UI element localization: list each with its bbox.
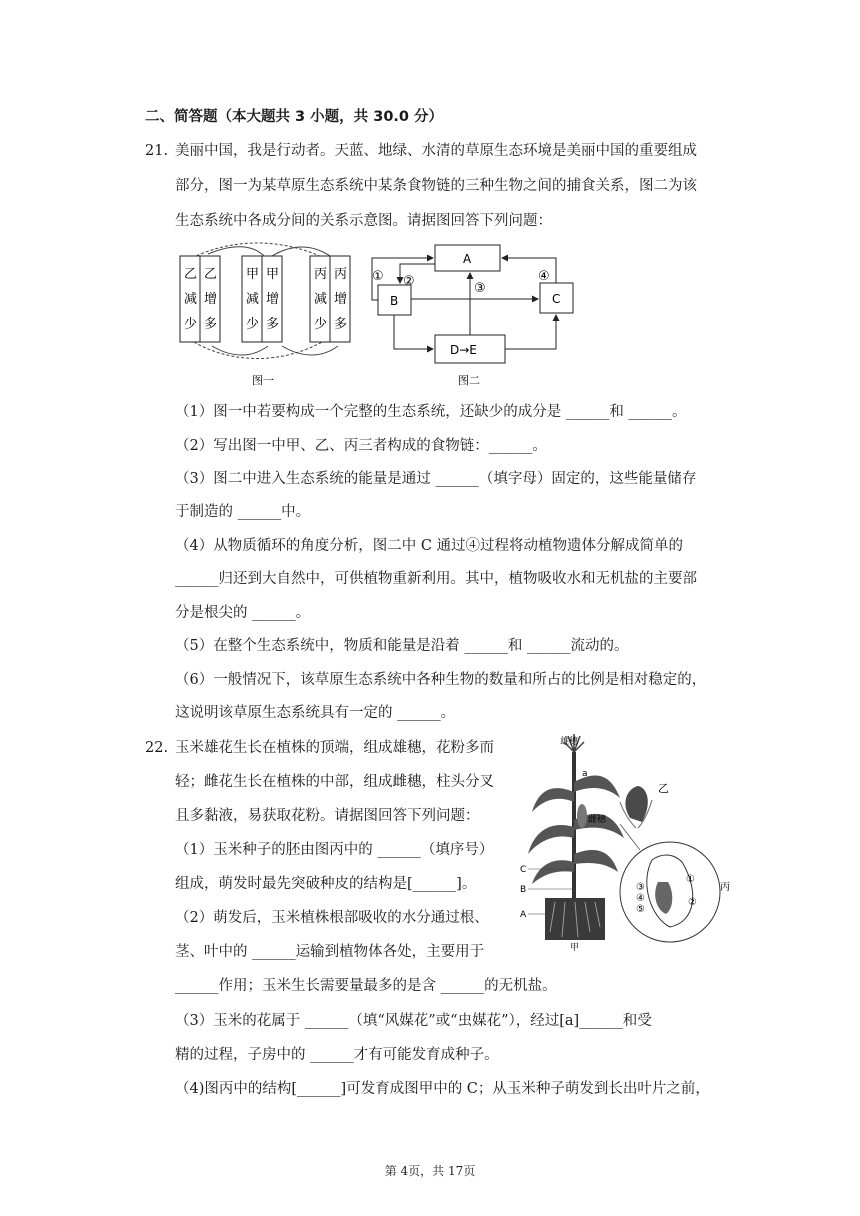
q21-number: 21. <box>145 143 169 159</box>
q22-part-3-line-1: （3）玉米的花属于 ______（填“风媒花”或“虫媒花”），经过[a]______和受 <box>175 1013 652 1029</box>
label-A: A <box>520 910 527 920</box>
label-xiongsui: 雄穗 <box>560 737 579 747</box>
q21-part-6-line-1: （6）一般情况下，该草原生态系统中各种生物的数量和所占的比例是相对稳定的， <box>175 672 707 688</box>
q22-part-2-line-1: （2）萌发后，玉米植株根部吸收的水分通过根、 <box>175 910 489 926</box>
card-char: 多 <box>334 317 348 332</box>
node-DE: D→E <box>450 343 477 357</box>
dashed-arc-bottom <box>194 342 322 359</box>
q21-part-6-line-2: 这说明该草原生态系统具有一定的 ______。 <box>175 705 456 721</box>
label-cisui: 雌穗 <box>588 815 607 825</box>
ear-on-plant <box>577 804 587 828</box>
card-char: 减 <box>246 292 260 307</box>
corn-ear <box>625 786 647 822</box>
card-char: 乙 <box>204 267 218 282</box>
node-C: C <box>552 292 561 306</box>
card-char: 甲 <box>266 267 280 282</box>
q22-part-4-line-1: （4)图丙中的结构[______]可发育成图甲中的 C；从玉米种子萌发到长出叶片之前， <box>175 1081 710 1097</box>
seed-marker-3: ③ <box>636 882 645 893</box>
leaf <box>532 860 574 884</box>
card-char: 甲 <box>246 267 260 282</box>
marker-3: ③ <box>474 281 486 296</box>
marker-1: ① <box>372 269 384 284</box>
card-char: 增 <box>204 292 218 307</box>
seed-marker-4: ④ <box>636 893 645 904</box>
label-a: a <box>582 769 588 779</box>
q21-part-1: （1）图一中若要构成一个完整的生态系统，还缺少的成分是 ______和 ______。 <box>175 404 687 420</box>
q22-number: 22. <box>145 740 169 756</box>
card-char: 乙 <box>184 267 198 282</box>
arrow-DE-to-C <box>505 315 556 349</box>
q22-part-2-line-2: 茎、叶中的 ______运输到植物体各处，主要用于 <box>175 944 485 960</box>
section-title: 二、简答题（本大题共 3 小题，共 30.0 分） <box>145 109 444 125</box>
figure-corn-plant <box>510 732 735 954</box>
node-B: B <box>390 294 399 308</box>
card-char: 少 <box>184 317 198 332</box>
figure-2-ecosystem-relations <box>370 242 590 392</box>
q21-stem-line-3: 生态系统中各成分间的关系示意图。请据图回答下列问题： <box>175 213 552 229</box>
marker-2: ② <box>403 274 415 289</box>
q21-stem-line-1: 美丽中国，我是行动者。天蓝、地绿、水清的草原生态环境是美丽中国的重要组成 <box>175 143 697 159</box>
card-char: 减 <box>184 292 198 307</box>
leaf <box>528 825 574 854</box>
seed-marker-2: ② <box>688 897 697 908</box>
card-char: 减 <box>314 292 328 307</box>
q21-part-2: （2）写出图一中甲、乙、丙三者构成的食物链：______。 <box>175 438 547 454</box>
solid-arc-bottom-left <box>212 346 268 355</box>
leaf <box>574 850 618 872</box>
q21-stem-line-2: 部分，图一为某草原生态系统中某条食物链的三种生物之间的捕食关系，图二为该 <box>175 178 697 194</box>
card-char: 增 <box>334 292 348 307</box>
card-char: 增 <box>266 292 280 307</box>
page-footer: 第 4页，共 17页 <box>384 1164 476 1178</box>
label-C: C <box>520 865 527 875</box>
label-jia: 甲 <box>570 943 580 953</box>
seed-marker-5: ⑤ <box>636 904 645 915</box>
arrow-B-to-DE <box>394 315 433 349</box>
q21-part-5: （5）在整个生态系统中，物质和能量是沿着 ______和 ______流动的。 <box>175 638 629 654</box>
card-char: 丙 <box>334 267 348 282</box>
q21-part-3-line-1: （3）图二中进入生态系统的能量是通过 ______（填字母）固定的，这些能量储存 <box>175 471 697 487</box>
card-char: 少 <box>246 317 260 332</box>
figure-2-caption: 图二 <box>458 374 480 387</box>
figure-1-food-chain <box>172 242 368 392</box>
solid-arc-top-right <box>272 247 330 256</box>
q21-part-4-line-2: ______归还到大自然中，可供植物重新利用。其中，植物吸收水和无机盐的主要部 <box>175 571 697 587</box>
leaf <box>574 775 620 798</box>
label-B: B <box>520 885 527 895</box>
marker-4: ④ <box>538 269 550 284</box>
q21-part-4-line-3: 分是根尖的 ______。 <box>175 605 311 621</box>
seed-marker-1: ① <box>686 874 695 885</box>
card-char: 多 <box>204 317 218 332</box>
label-bing: 丙 <box>720 882 730 893</box>
card-char: 少 <box>314 317 328 332</box>
card-char: 多 <box>266 317 280 332</box>
q22-line-3: 且多黏液，易获取花粉。请据图回答下列问题： <box>175 808 480 824</box>
q22-line-1: 玉米雄花生长在植株的顶端，组成雄穗，花粉多而 <box>175 740 494 756</box>
card-char: 丙 <box>314 267 328 282</box>
q22-part-3-line-2: 精的过程，子房中的 ______才有可能发育成种子。 <box>175 1047 499 1063</box>
q21-part-4-line-1: （4）从物质循环的角度分析，图二中 C 通过④过程将动植物遗体分解成简单的 <box>175 538 684 554</box>
label-yi: 乙 <box>658 782 669 795</box>
figure-1-caption: 图一 <box>252 374 274 387</box>
leaf <box>532 788 574 812</box>
node-A: A <box>463 252 472 266</box>
q21-part-3-line-2: 于制造的 ______中。 <box>175 504 311 520</box>
q22-part-1-line-1: （1）玉米种子的胚由图丙中的 ______（填序号） <box>175 842 494 858</box>
q22-part-1-line-2: 组成，萌发时最先突破种皮的结构是[______]。 <box>175 876 477 892</box>
q22-part-2-line-3: ______作用；玉米生长需要量最多的是含 ______的无机盐。 <box>175 978 557 994</box>
q22-line-2: 轻；雌花生长在植株的中部，组成雌穗，柱头分叉 <box>175 774 494 790</box>
